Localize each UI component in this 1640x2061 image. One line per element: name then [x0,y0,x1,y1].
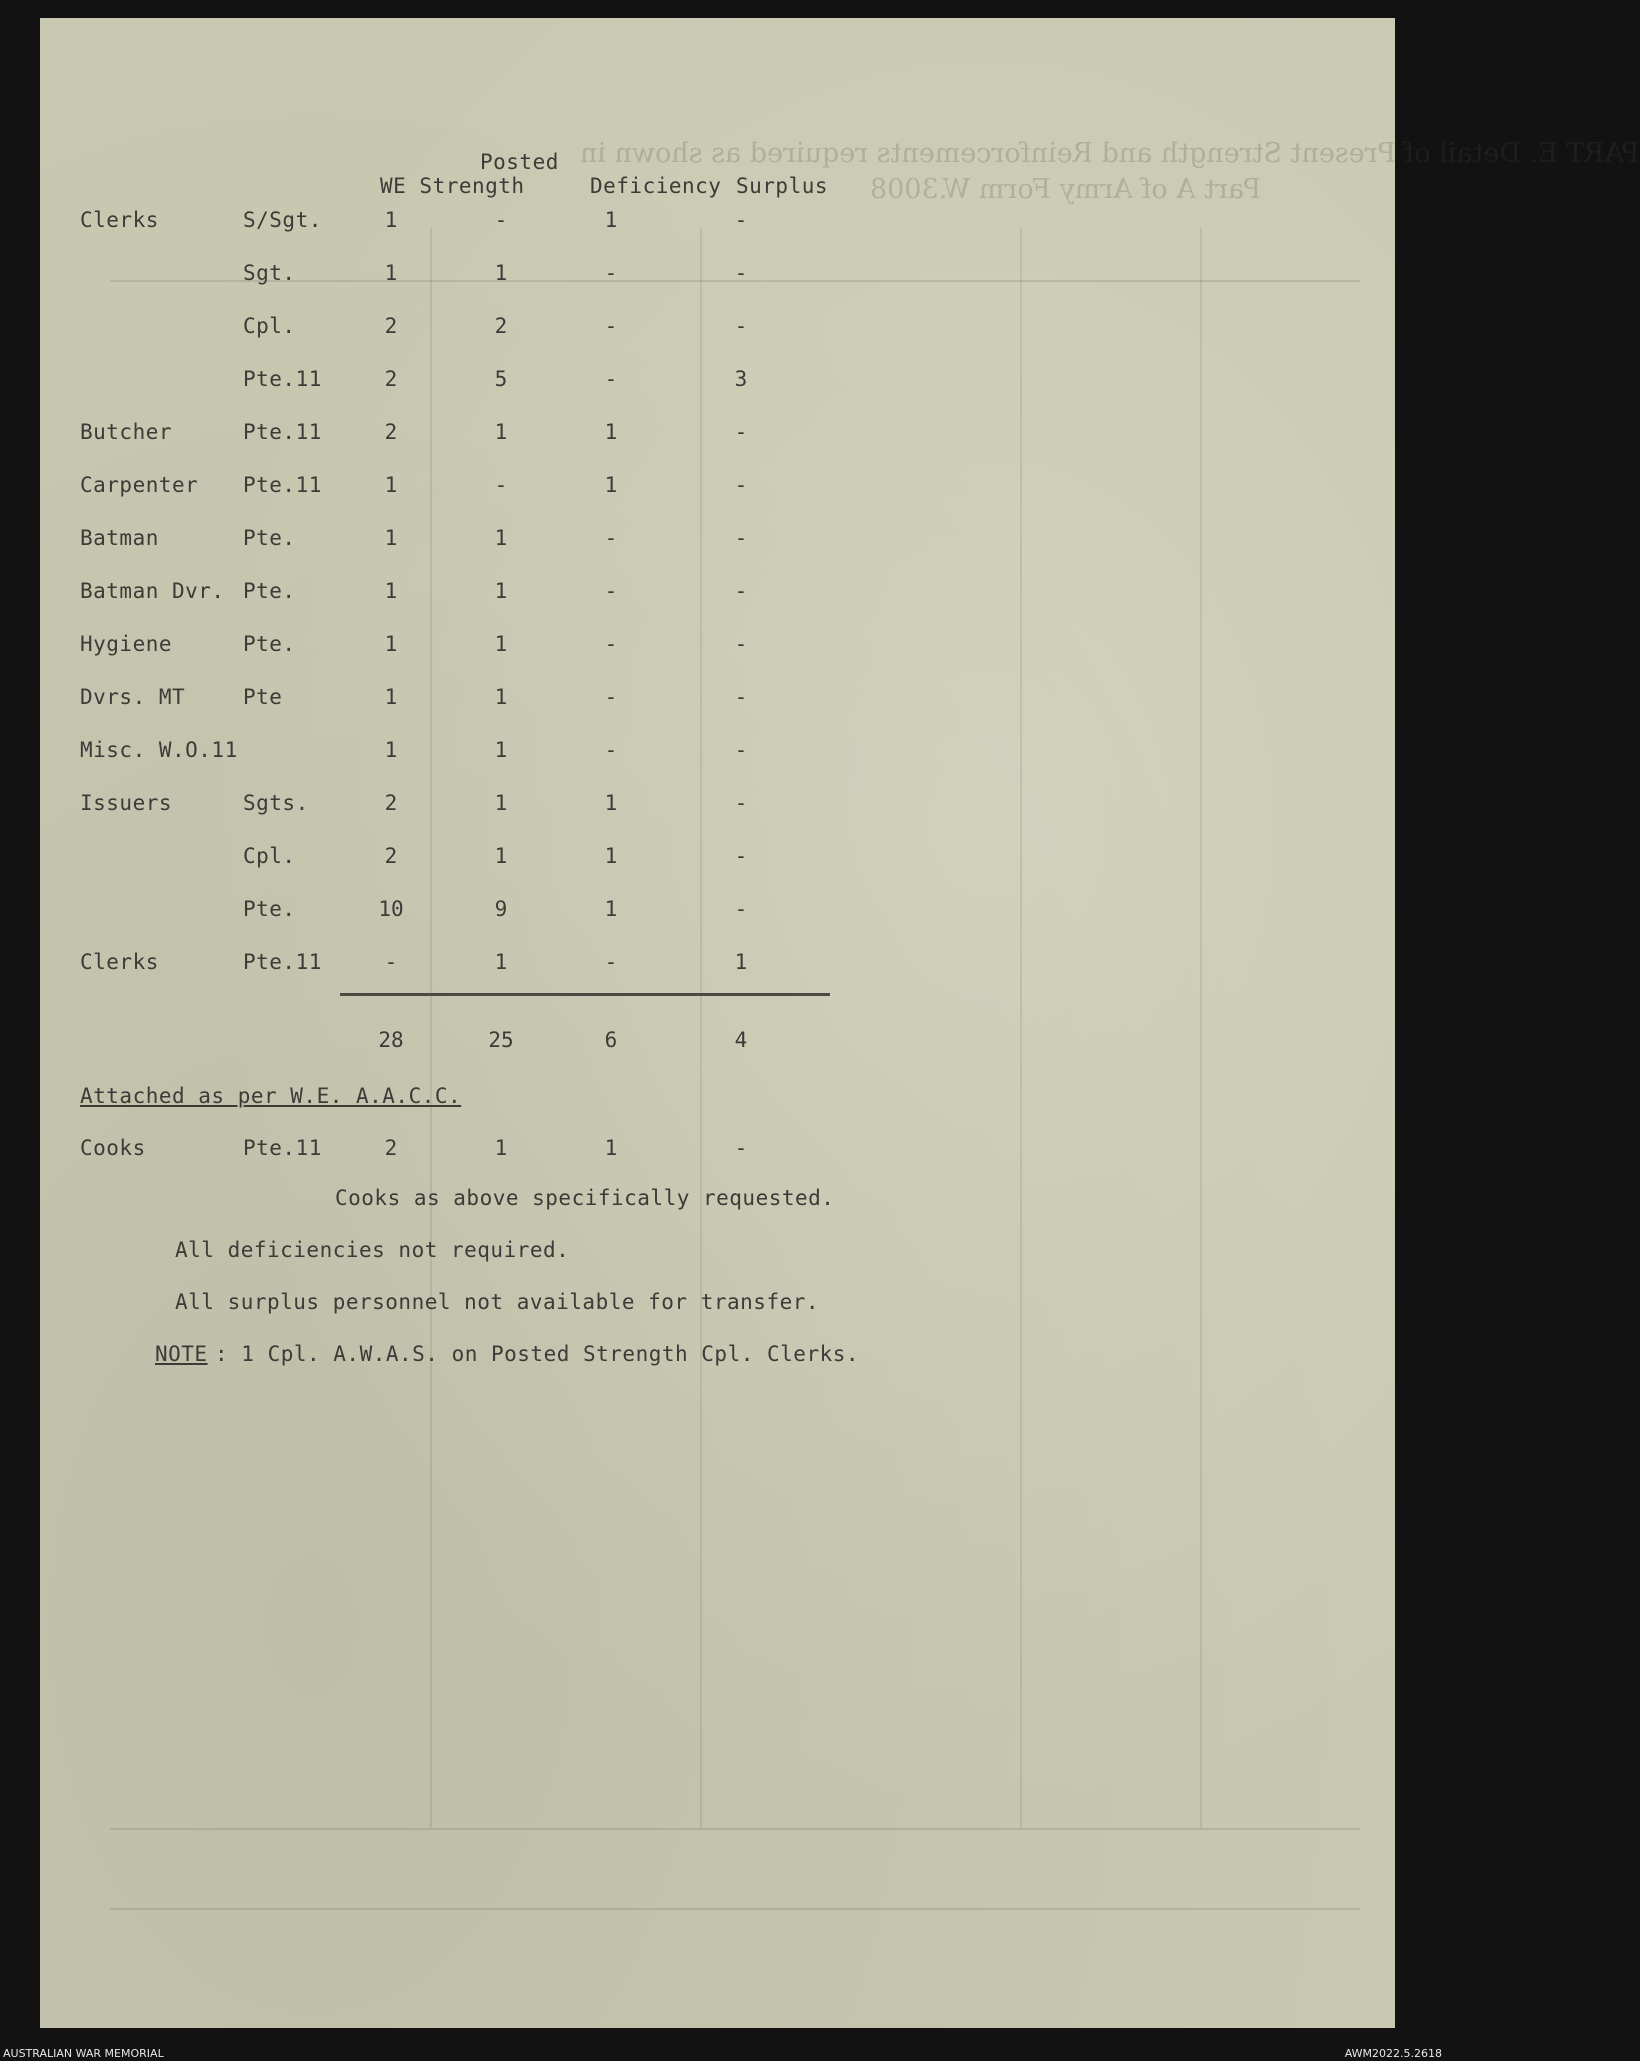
row-posted: 1 [494,420,508,444]
row-we: 1 [384,473,398,497]
row-posted: - [494,473,508,497]
row-surplus: - [734,685,748,709]
row-deficiency: 1 [604,791,618,815]
row-surplus: - [734,208,748,232]
row-surplus: - [734,844,748,868]
row-surplus: 3 [734,367,748,391]
attached-we: 2 [384,1136,398,1160]
row-we: 1 [384,261,398,285]
attached-heading: Attached as per W.E. A.A.C.C. [80,1084,462,1108]
footer-left: AUSTRALIAN WAR MEMORIAL [3,2047,164,2060]
row-we: 2 [384,791,398,815]
row-posted: 1 [494,950,508,974]
row-deficiency: 1 [604,473,618,497]
row-posted: - [494,208,508,232]
row-rank: Pte.11 [243,420,322,444]
column-we-strength: WE Strength [380,174,525,198]
row-deficiency: - [604,738,618,762]
row-surplus: 1 [734,950,748,974]
row-surplus: - [734,420,748,444]
row-rank: Pte [243,685,283,709]
row-rank: Pte. [243,579,296,603]
row-surplus: - [734,526,748,550]
column-surplus: Surplus [736,174,829,198]
note-label: NOTE [155,1342,208,1366]
row-posted: 1 [494,261,508,285]
row-surplus: - [734,791,748,815]
posted-label: Posted [480,150,559,174]
row-we: 10 [378,897,404,921]
row-surplus: - [734,897,748,921]
row-surplus: - [734,314,748,338]
row-deficiency: - [604,526,618,550]
totals-rule [340,993,830,996]
row-posted: 1 [494,632,508,656]
row-posted: 1 [494,844,508,868]
row-posted: 5 [494,367,508,391]
document-page [40,18,1640,2028]
note-cooks: Cooks as above specifically requested. [335,1186,835,1210]
note-surplus: All surplus personnel not available for transfer. [175,1290,820,1314]
column-deficiency: Deficiency [590,174,722,198]
row-rank: Pte.11 [243,950,322,974]
row-category: Butcher [80,420,173,444]
row-category: Hygiene [80,632,173,656]
total-surplus: 4 [734,1028,748,1052]
row-surplus: - [734,579,748,603]
row-category: Issuers [80,791,173,815]
row-posted: 2 [494,314,508,338]
attached-surplus: - [734,1136,748,1160]
row-posted: 1 [494,685,508,709]
row-deficiency: 1 [604,420,618,444]
show-through-column [1200,228,1202,1828]
row-we: 1 [384,526,398,550]
show-through-title-2: Part A of Army Form W.3008 [870,174,1262,205]
row-category: Batman Dvr. [80,579,225,603]
row-we: 2 [384,314,398,338]
row-category: Clerks [80,950,159,974]
attached-deficiency: 1 [604,1136,618,1160]
row-category: Misc. W.O.11 [80,738,238,762]
row-posted: 1 [494,579,508,603]
row-rank: Sgt. [243,261,296,285]
row-deficiency: 1 [604,208,618,232]
row-we: 2 [384,844,398,868]
row-rank: Pte. [243,526,296,550]
row-posted: 9 [494,897,508,921]
row-we: 1 [384,579,398,603]
show-through-title-1: PART E. Detail of Present Strength and Reinforcements required as shown in [580,138,1640,169]
row-posted: 1 [494,526,508,550]
note-text: : 1 Cpl. A.W.A.S. on Posted Strength Cpl. Clerks. [215,1342,860,1366]
total-posted: 25 [488,1028,514,1052]
row-rank: Sgts. [243,791,309,815]
show-through-column [1020,228,1022,1828]
row-rank: Pte.11 [243,367,322,391]
row-we: - [384,950,398,974]
row-deficiency: - [604,632,618,656]
total-we: 28 [378,1028,404,1052]
row-rank: Pte. [243,897,296,921]
note-deficiencies: All deficiencies not required. [175,1238,570,1262]
row-we: 1 [384,685,398,709]
row-deficiency: - [604,579,618,603]
attached-category: Cooks [80,1136,146,1160]
row-deficiency: 1 [604,844,618,868]
row-we: 1 [384,632,398,656]
row-deficiency: - [604,367,618,391]
row-category: Batman [80,526,159,550]
row-category: Dvrs. MT [80,685,186,709]
row-surplus: - [734,473,748,497]
row-deficiency: 1 [604,897,618,921]
row-deficiency: - [604,950,618,974]
row-we: 1 [384,738,398,762]
row-we: 1 [384,208,398,232]
row-deficiency: - [604,314,618,338]
show-through-rule [110,1908,1360,1910]
row-posted: 1 [494,791,508,815]
row-rank: Cpl. [243,844,296,868]
row-category: Carpenter [80,473,199,497]
row-rank: Cpl. [243,314,296,338]
total-deficiency: 6 [604,1028,618,1052]
row-deficiency: - [604,261,618,285]
row-rank: Pte.11 [243,473,322,497]
row-rank: S/Sgt. [243,208,322,232]
row-surplus: - [734,632,748,656]
row-we: 2 [384,420,398,444]
attached-rank: Pte.11 [243,1136,322,1160]
row-surplus: - [734,261,748,285]
show-through-rule [110,1828,1360,1830]
row-category: Clerks [80,208,159,232]
row-deficiency: - [604,685,618,709]
row-we: 2 [384,367,398,391]
row-surplus: - [734,738,748,762]
row-rank: Pte. [243,632,296,656]
footer-right: AWM2022.5.2618 [1344,2047,1442,2060]
row-posted: 1 [494,738,508,762]
attached-posted: 1 [494,1136,508,1160]
